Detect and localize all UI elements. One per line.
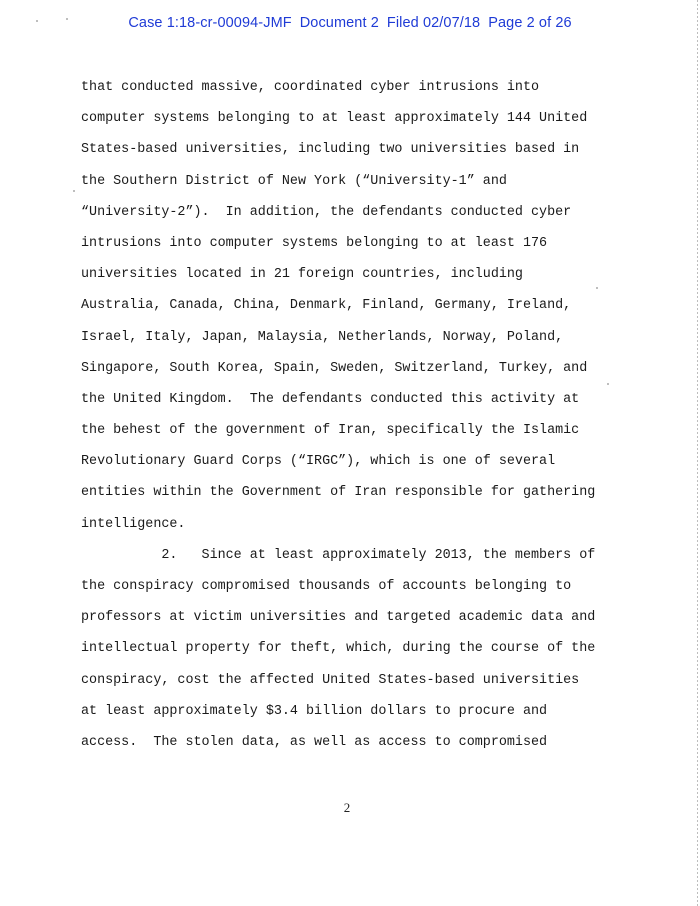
case-number: Case 1:18-cr-00094-JMF bbox=[128, 15, 292, 31]
page-indicator: Page 2 of 26 bbox=[488, 15, 572, 31]
text-line: the conspiracy compromised thousands of accounts belonging to bbox=[81, 579, 572, 594]
document-number: Document 2 bbox=[299, 15, 379, 31]
text-line: computer systems belonging to at least approximately 144 United bbox=[81, 111, 588, 127]
text-line: intrusions into computer systems belonging to at least 176 bbox=[81, 235, 548, 251]
text-line: States-based universities, including two universities based in bbox=[81, 142, 580, 158]
body-text bbox=[81, 72, 641, 758]
text-line: the Southern District of New York (“University-1” and bbox=[81, 173, 507, 189]
text-line: universities located in 21 foreign countries, including bbox=[81, 267, 523, 283]
text-line: entities within the Government of Iran responsible for gathering bbox=[81, 485, 596, 501]
page-number: 2 bbox=[343, 800, 351, 815]
text-line: access. The stolen data, as well as access to compromised bbox=[81, 734, 548, 750]
text-line: at least approximately $3.4 billion dollars to procure and bbox=[81, 703, 548, 719]
paragraph-2-start: 2. Since at least approximately 2013, the members of bbox=[81, 547, 596, 563]
text-line: “University-2”). In addition, the defendants conducted cyber bbox=[81, 204, 572, 220]
text-line: the United Kingdom. The defendants conducted this activity at bbox=[81, 391, 580, 407]
filed-date: Filed 02/07/18 bbox=[386, 15, 481, 31]
text-line: conspiracy, cost the affected United States-based universities bbox=[81, 672, 580, 688]
scan-speck bbox=[73, 190, 75, 192]
text-line: the behest of the government of Iran, specifically the Islamic bbox=[81, 423, 580, 439]
text-line: Israel, Italy, Japan, Malaysia, Netherlands, Norway, Poland, bbox=[81, 329, 564, 345]
text-line: intelligence. bbox=[81, 516, 186, 532]
text-line: Revolutionary Guard Corps (“IRGC”), which is one of several bbox=[81, 454, 556, 470]
text-line: Australia, Canada, China, Denmark, Finland, Germany, Ireland, bbox=[81, 298, 572, 314]
case-header bbox=[0, 15, 700, 31]
text-line: Singapore, South Korea, Spain, Sweden, Switzerland, Turkey, and bbox=[81, 360, 588, 376]
text-line: that conducted massive, coordinated cyber intrusions into bbox=[81, 80, 540, 95]
text-line: professors at victim universities and targeted academic data and bbox=[81, 610, 596, 626]
scan-edge bbox=[697, 0, 698, 906]
text-line: intellectual property for theft, which, during the course of the bbox=[81, 641, 596, 657]
